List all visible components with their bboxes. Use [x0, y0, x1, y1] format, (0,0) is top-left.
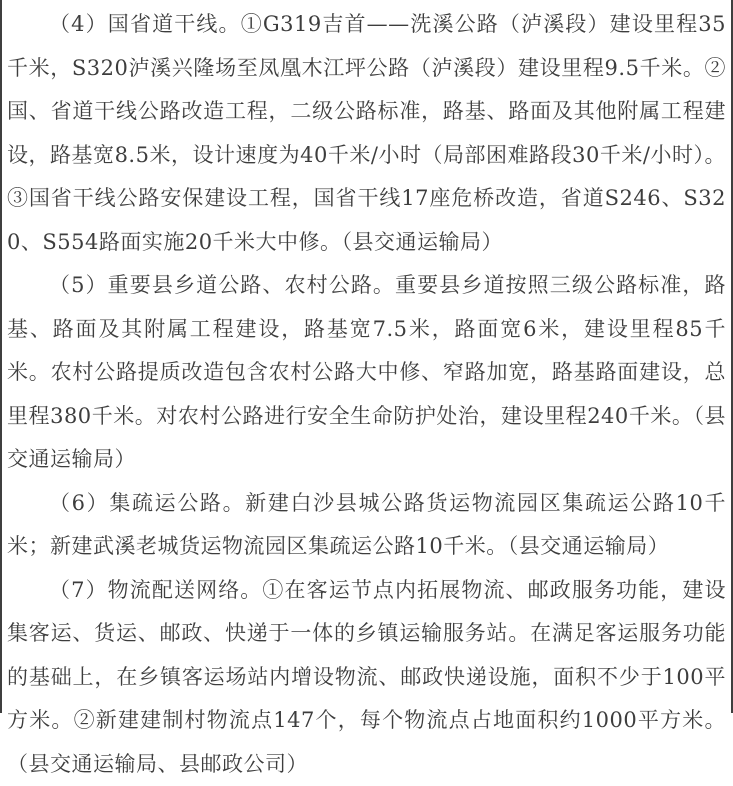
paragraph-item-7-logistics-distribution-network: （7）物流配送网络。①在客运节点内拓展物流、邮政服务功能，建设集客运、货运、邮政、快递于一体的乡镇运输服务站。在满足客运服务功能的基础上，在乡镇客运场站内增设物流、邮政快递设施，面积不少于100平方米。②新建建制村物流点147个，每个物流点占地面积约1000平方米。（县交通运输局、县邮政公司）	[7, 569, 726, 786]
paragraph-item-6-collector-distributor-roads: （6）集疏运公路。新建白沙县城公路货运物流园区集疏运公路10千米；新建武溪老城货运物流园区集疏运公路10千米。（县交通运输局）	[7, 482, 726, 569]
paragraph-item-4-national-provincial-trunk-roads: （4）国省道干线。①G319吉首——洗溪公路（泸溪段）建设里程35千米，S320泸溪兴隆场至凤凰木江坪公路（泸溪段）建设里程9.5千米。②国、省道干线公路改造工程，二级公路标准，路基、路面及其他附属工程建设，路基宽8.5米，设计速度为40千米/小时（局部困难路段30千米/小时）。③国省干线公路安保建设工程，国省干线17座危桥改造，省道S246、S320、S554路面实施20千米大中修。（县交通运输局）	[7, 3, 726, 264]
paragraph-item-5-county-township-rural-roads: （5）重要县乡道公路、农村公路。重要县乡道按照三级公路标准，路基、路面及其附属工程建设，路基宽7.5米，路面宽6米，建设里程85千米。农村公路提质改造包含农村公路大中修、窄路加宽，路基路面建设，总里程380千米。对农村公路进行安全生命防护处治，建设里程240千米。（县交通运输局）	[7, 264, 726, 482]
